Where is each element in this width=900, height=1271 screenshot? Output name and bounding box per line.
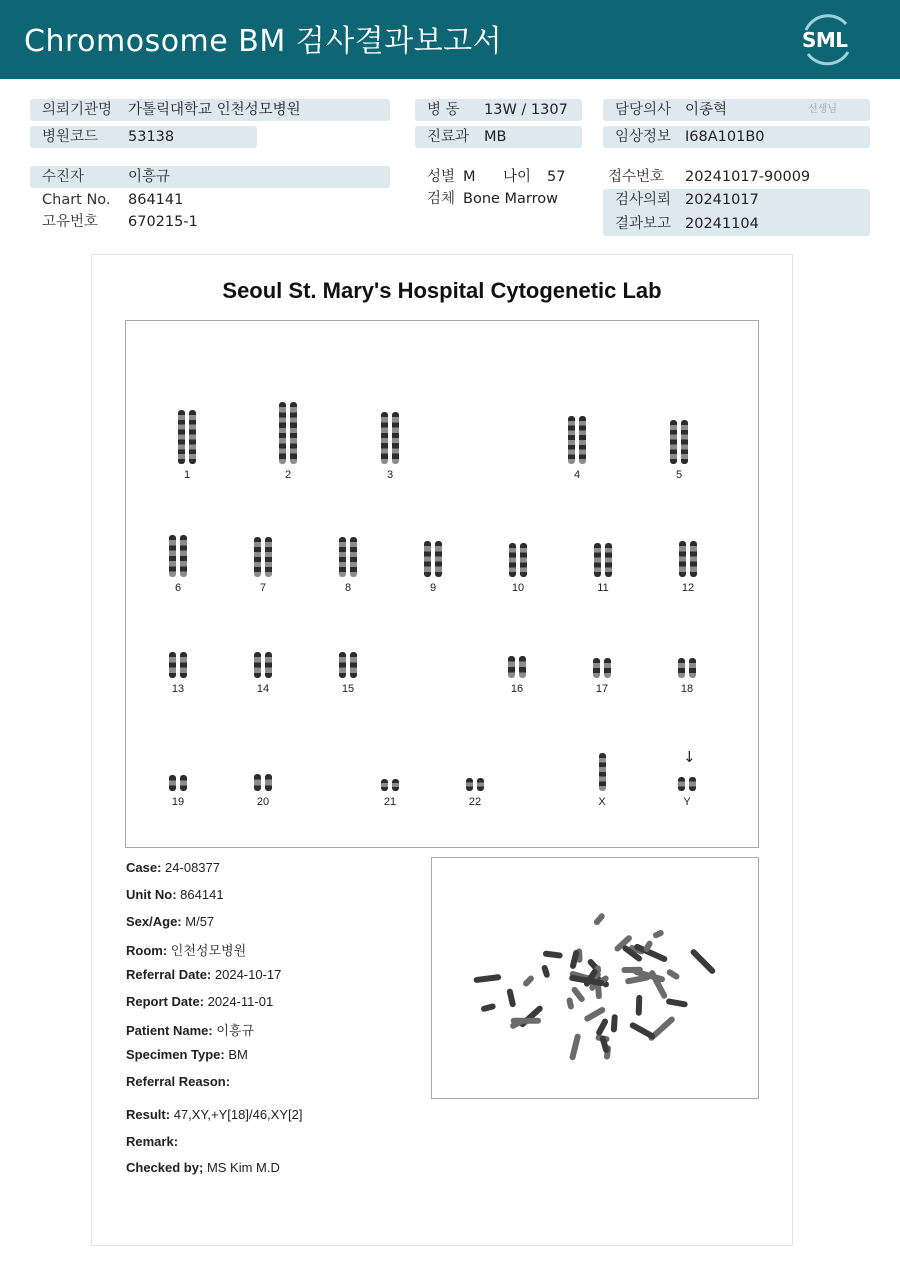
report-date-label: Report Date: [126, 994, 205, 1009]
patient-value: 이흥규 [128, 169, 171, 185]
report-title: Chromosome BM 검사결과보고서 [24, 24, 503, 59]
doctor-value: 이종혁 [685, 102, 728, 118]
chromosome-6-2 [180, 535, 187, 577]
arrow-down-icon: ↓ [683, 748, 696, 766]
chromosome-12-1 [679, 541, 686, 577]
hospital-code-field [30, 126, 257, 148]
metaphase-chromosome [652, 929, 665, 939]
chromosome-13-1 [169, 652, 176, 678]
chromosome-22-2 [477, 778, 484, 791]
case-label: Case: [126, 860, 162, 875]
chromosome-label-15: 15 [341, 683, 355, 695]
institution-field [30, 99, 390, 121]
room-value: 인천성모병원 [170, 943, 247, 958]
specimen-type-label: Specimen Type: [126, 1047, 225, 1062]
chromosome-4-1 [568, 416, 575, 464]
sex-label: 성별 [427, 169, 456, 185]
ward-label: 병 동 [427, 102, 460, 118]
specimen-field [415, 188, 585, 210]
report-date-value-2: 2024-11-01 [207, 994, 274, 1009]
receipt-no-field [596, 166, 870, 188]
chromosome-2-1 [279, 402, 286, 464]
chromosome-21-1 [381, 779, 388, 791]
chromosome-label-21: 21 [383, 796, 397, 808]
chromosome-X-1 [599, 753, 606, 791]
chromosome-21-2 [392, 779, 399, 791]
ward-field [415, 99, 582, 121]
chromosome-label-1: 1 [183, 469, 191, 481]
chromosome-label-20: 20 [256, 796, 270, 808]
clinical-info-field [603, 126, 870, 148]
chromosome-label-10: 10 [511, 582, 525, 594]
chromosome-19-1 [169, 775, 176, 791]
metaphase-chromosome [569, 1033, 581, 1061]
ward-value: 13W / 1307 [484, 102, 568, 118]
report-date-line [126, 994, 273, 1009]
lab-title: Seoul St. Mary's Hospital Cytogenetic Lab [222, 278, 662, 303]
chromosome-16-1 [508, 656, 515, 678]
doctor-suffix: 선생님 [808, 104, 837, 115]
checked-by-line [126, 1160, 280, 1175]
patient-field [30, 166, 390, 188]
institution-label: 의뢰기관명 [42, 102, 113, 118]
chromosome-1-1 [178, 410, 185, 464]
referral-date-line [126, 967, 281, 982]
chromosome-3-1 [381, 412, 388, 464]
chromosome-2-2 [290, 402, 297, 464]
chromosome-10-2 [520, 543, 527, 577]
chromosome-label-9: 9 [429, 582, 437, 594]
institution-value: 가톨릭대학교 인천성모병원 [128, 102, 301, 118]
metaphase-chromosome [570, 986, 586, 1004]
chromosome-19-2 [180, 775, 187, 791]
chromosome-20-2 [265, 774, 272, 791]
clinical-info-label: 임상정보 [615, 129, 672, 145]
metaphase-spread-image [431, 857, 759, 1099]
unit-no-label: Unit No: [126, 887, 177, 902]
metaphase-chromosome [473, 974, 501, 983]
chromosome-label-11: 11 [597, 582, 609, 594]
chromosome-label-22: 22 [468, 796, 482, 808]
chromosome-Y-2 [689, 777, 696, 791]
referral-reason-label: Referral Reason: [126, 1074, 231, 1089]
patient-name-value: 이흥규 [216, 1023, 255, 1038]
chromosome-label-14: 14 [256, 683, 270, 695]
chromosome-9-1 [424, 541, 431, 577]
doctor-field [603, 99, 870, 121]
chart-no-label: Chart No. [42, 192, 111, 208]
checked-by-value: MS Kim M.D [206, 1160, 280, 1175]
chromosome-16-2 [519, 656, 526, 678]
chromosome-label-5: 5 [675, 469, 683, 481]
chromosome-label-13: 13 [171, 683, 185, 695]
chromosome-5-1 [670, 420, 677, 464]
receipt-no-label: 접수번호 [608, 169, 665, 185]
sex-age-field [415, 166, 585, 188]
chromosome-8-1 [339, 537, 346, 577]
chromosome-label-7: 7 [259, 582, 267, 594]
metaphase-chromosome [480, 1003, 496, 1013]
checked-by-label: Checked by; [126, 1160, 204, 1175]
chromosome-Y-1 [678, 777, 685, 791]
chromosome-18-2 [689, 658, 696, 678]
chromosome-5-2 [681, 420, 688, 464]
chromosome-17-1 [593, 658, 600, 678]
chromosome-6-1 [169, 535, 176, 577]
receipt-no-value: 20241017-90009 [685, 169, 811, 185]
department-field [415, 126, 582, 148]
chromosome-4-2 [579, 416, 586, 464]
chromosome-label-18: 18 [680, 683, 694, 695]
request-date-value: 20241017 [685, 192, 759, 208]
age-value: 57 [547, 169, 566, 185]
chromosome-label-Y: Y [683, 796, 691, 808]
hospital-code-label: 병원코드 [42, 129, 99, 145]
room-line [126, 940, 246, 959]
hospital-code-value: 53138 [128, 129, 175, 145]
metaphase-chromosome [629, 1021, 656, 1040]
chromosome-10-1 [509, 543, 516, 577]
unique-no-label: 고유번호 [42, 214, 99, 230]
referral-date-label: Referral Date: [126, 967, 212, 982]
chart-no-value: 864141 [128, 192, 184, 208]
chromosome-20-1 [254, 774, 261, 791]
chromosome-18-1 [678, 658, 685, 678]
metaphase-chromosome [666, 998, 689, 1008]
patient-name-label: Patient Name: [126, 1023, 213, 1038]
dates-block [603, 189, 870, 236]
remark-line [126, 1134, 178, 1149]
specimen-value: Bone Marrow [463, 191, 559, 207]
metaphase-chromosome [522, 974, 535, 988]
department-label: 진료과 [427, 129, 470, 145]
unique-no-field [30, 211, 390, 233]
metaphase-chromosome [518, 1004, 544, 1028]
header-bar [0, 0, 900, 79]
chromosome-14-2 [265, 652, 272, 678]
specimen-type-line [126, 1047, 248, 1062]
metaphase-chromosome [543, 950, 563, 958]
chromosome-1-2 [189, 410, 196, 464]
chromosome-14-1 [254, 652, 261, 678]
metaphase-chromosome [636, 995, 643, 1016]
chromosome-label-19: 19 [171, 796, 185, 808]
metaphase-chromosome [541, 964, 551, 978]
unique-no-value: 670215-1 [128, 214, 198, 230]
patient-name-line [126, 1020, 254, 1039]
chromosome-7-1 [254, 537, 261, 577]
chromosome-7-2 [265, 537, 272, 577]
sex-age-line [126, 914, 214, 929]
sml-logo [796, 12, 858, 68]
case-line [126, 860, 220, 875]
metaphase-chromosome [648, 969, 668, 1000]
remark-label: Remark: [126, 1134, 179, 1149]
chromosome-3-2 [392, 412, 399, 464]
chromosome-label-2: 2 [284, 469, 292, 481]
chromosome-11-1 [594, 543, 601, 577]
report-date-value: 20241104 [685, 216, 759, 232]
referral-date-value: 2024-10-17 [214, 967, 282, 982]
result-line [126, 1107, 302, 1122]
request-date-label: 검사의뢰 [615, 192, 672, 208]
clinical-info-value: I68A101B0 [685, 129, 765, 145]
metaphase-chromosome [611, 1014, 618, 1033]
chromosome-label-4: 4 [573, 469, 581, 481]
department-value: MB [484, 129, 507, 145]
chromosome-label-12: 12 [681, 582, 695, 594]
chart-no-field [30, 189, 390, 211]
chromosome-label-17: 17 [595, 683, 609, 695]
metaphase-chromosome [689, 948, 716, 975]
metaphase-chromosome [593, 912, 606, 926]
metaphase-chromosome [666, 968, 681, 981]
referral-reason-line [126, 1074, 230, 1089]
sex-value: M [463, 169, 476, 185]
chromosome-label-X: X [598, 796, 606, 808]
chromosome-label-8: 8 [344, 582, 352, 594]
specimen-label: 검체 [427, 191, 456, 207]
logo-text: SML [802, 28, 848, 52]
chromosome-17-2 [604, 658, 611, 678]
chromosome-9-2 [435, 541, 442, 577]
chromosome-label-6: 6 [174, 582, 182, 594]
report-date-label: 결과보고 [615, 216, 672, 232]
chromosome-13-2 [180, 652, 187, 678]
chromosome-15-2 [350, 652, 357, 678]
result-value: 47,XY,+Y[18]/46,XY[2] [173, 1107, 303, 1122]
metaphase-chromosome [595, 1017, 609, 1036]
chromosome-12-2 [690, 541, 697, 577]
metaphase-chromosome [566, 997, 575, 1010]
chromosome-22-1 [466, 778, 473, 791]
chromosome-label-3: 3 [386, 469, 394, 481]
metaphase-chromosome [506, 988, 516, 1008]
chromosome-11-2 [605, 543, 612, 577]
doctor-label: 담당의사 [615, 102, 672, 118]
age-label: 나이 [503, 169, 532, 185]
room-label: Room: [126, 943, 168, 958]
result-label: Result: [126, 1107, 171, 1122]
sex-age-value: M/57 [185, 914, 215, 929]
specimen-type-value: BM [228, 1047, 248, 1062]
chromosome-8-2 [350, 537, 357, 577]
sex-age-label: Sex/Age: [126, 914, 182, 929]
patient-label: 수진자 [42, 169, 85, 185]
case-value: 24-08377 [165, 860, 220, 875]
chromosome-15-1 [339, 652, 346, 678]
unit-no-line [126, 887, 224, 902]
unit-no-value: 864141 [180, 887, 224, 902]
chromosome-label-16: 16 [510, 683, 524, 695]
